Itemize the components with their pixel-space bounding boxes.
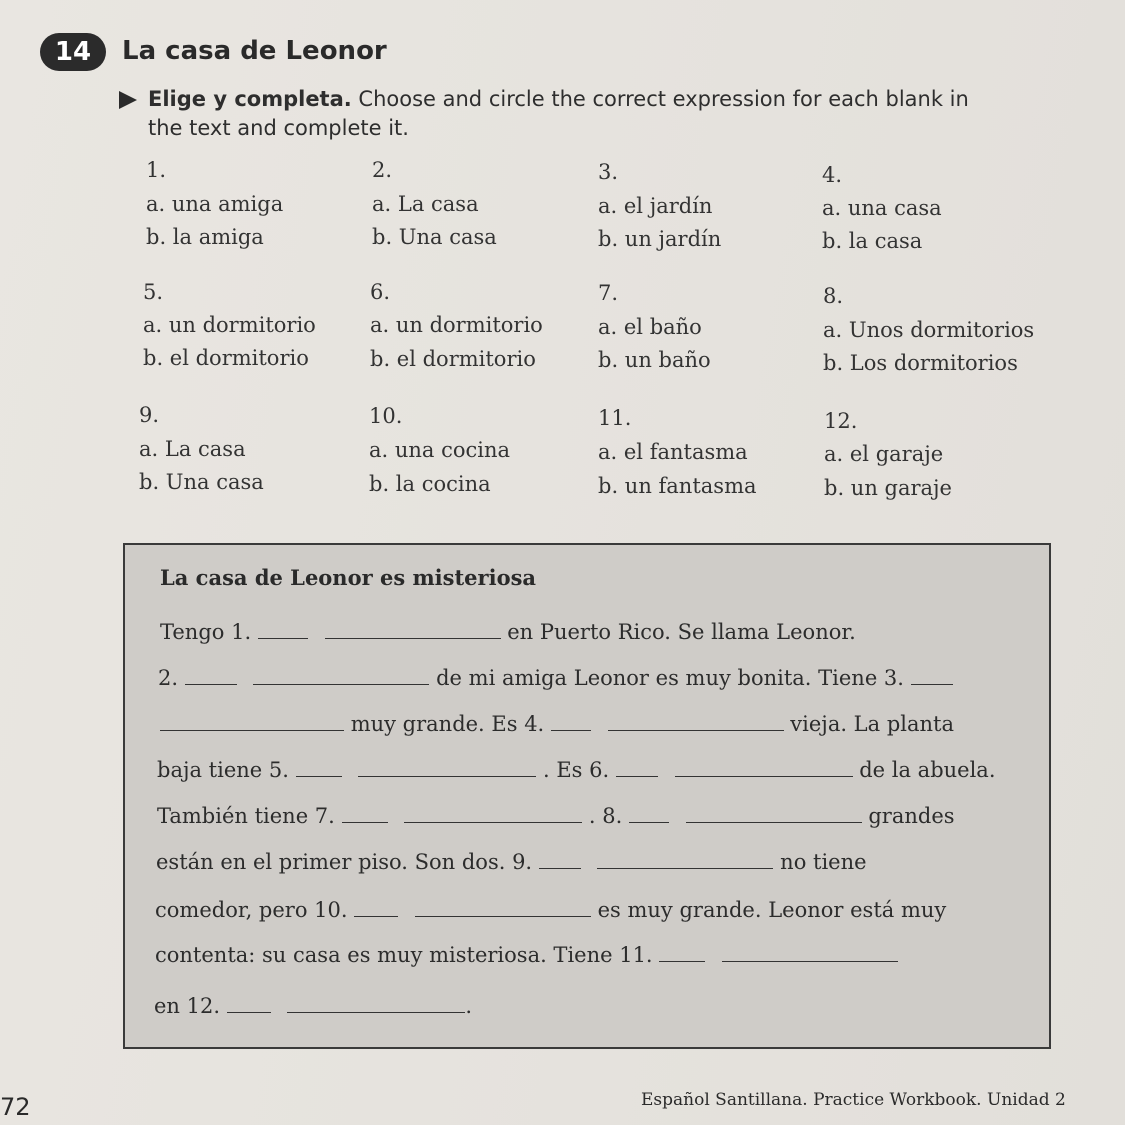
blank-article-6[interactable] <box>616 758 658 777</box>
instruction-bold: Elige y completa. <box>148 87 352 111</box>
option-a[interactable]: a. un dormitorio <box>143 313 316 337</box>
passage-text: comedor, pero 10. <box>155 898 348 922</box>
passage-text: en Puerto Rico. Se llama Leonor. <box>507 620 856 644</box>
option-b[interactable]: b. un garaje <box>824 476 952 500</box>
passage-text: Tengo 1. <box>160 620 252 644</box>
option-b[interactable]: b. el dormitorio <box>143 346 309 370</box>
option-number: 10. <box>369 404 403 428</box>
passage-line <box>160 712 954 736</box>
passage-line <box>156 850 867 874</box>
option-number: 4. <box>822 163 843 187</box>
passage-text: . 8. <box>588 804 623 828</box>
passage-text: muy grande. Es 4. <box>350 712 545 736</box>
blank-word-7[interactable] <box>404 804 582 823</box>
passage-line <box>155 943 898 967</box>
option-a[interactable]: a. el baño <box>598 315 702 339</box>
option-a[interactable]: a. el fantasma <box>598 440 748 464</box>
passage-line <box>157 758 996 782</box>
passage-line <box>154 994 472 1018</box>
blank-article-2[interactable] <box>185 666 237 685</box>
blank-article-7[interactable] <box>342 804 388 823</box>
passage-text: . Es 6. <box>542 758 610 782</box>
passage-text: grandes <box>868 804 955 828</box>
blank-article-12[interactable] <box>227 994 271 1013</box>
blank-word-10[interactable] <box>415 898 591 917</box>
passage-text: de mi amiga Leonor es muy bonita. Tiene 3. <box>436 666 904 690</box>
option-a[interactable]: a. una casa <box>822 196 942 220</box>
passage-text: están en el primer piso. Son dos. 9. <box>156 850 533 874</box>
blank-article-1[interactable] <box>258 620 308 639</box>
blank-article-5[interactable] <box>296 758 342 777</box>
option-b[interactable]: b. Una casa <box>372 225 497 249</box>
passage-box <box>123 543 1051 1049</box>
option-number: 5. <box>143 280 164 304</box>
passage-line <box>157 804 955 828</box>
footer-credit: Español Santillana. Practice Workbook. Unidad 2 <box>641 1090 1066 1110</box>
option-a[interactable]: a. Unos dormitorios <box>823 318 1035 342</box>
option-a[interactable]: a. una cocina <box>369 438 511 462</box>
blank-word-2[interactable] <box>253 666 429 685</box>
option-number: 1. <box>146 158 167 182</box>
option-b[interactable]: b. un fantasma <box>598 474 757 498</box>
passage-text: También tiene 7. <box>157 804 335 828</box>
option-number: 2. <box>372 158 393 182</box>
blank-word-5[interactable] <box>358 758 536 777</box>
option-a[interactable]: a. un dormitorio <box>370 313 543 337</box>
option-a[interactable]: a. La casa <box>372 192 479 216</box>
option-b[interactable]: b. el dormitorio <box>370 347 536 371</box>
passage-text: vieja. La planta <box>790 712 954 736</box>
passage-text: es muy grande. Leonor está muy <box>597 898 947 922</box>
blank-word-4[interactable] <box>608 712 784 731</box>
passage-text: de la abuela. <box>859 758 996 782</box>
blank-word-12[interactable] <box>287 994 465 1013</box>
blank-article-4[interactable] <box>551 712 591 731</box>
option-b[interactable]: b. la casa <box>822 229 923 253</box>
blank-word-11[interactable] <box>722 943 898 962</box>
option-number: 8. <box>823 284 844 308</box>
blank-word-1[interactable] <box>325 620 501 639</box>
blank-article-11[interactable] <box>659 943 705 962</box>
option-number: 3. <box>598 160 619 184</box>
option-b[interactable]: b. un baño <box>598 348 711 372</box>
passage-title: La casa de Leonor es misteriosa <box>160 565 537 590</box>
passage-line <box>160 620 856 644</box>
passage-text: no tiene <box>780 850 867 874</box>
instructions <box>148 85 978 143</box>
option-a[interactable]: a. el garaje <box>824 442 944 466</box>
passage-text: contenta: su casa es muy misteriosa. Tiene 11. <box>155 943 653 967</box>
passage-text: 2. <box>158 666 179 690</box>
blank-word-3[interactable] <box>160 712 344 731</box>
blank-word-9[interactable] <box>597 850 773 869</box>
option-b[interactable]: b. la cocina <box>369 472 491 496</box>
option-number: 7. <box>598 281 619 305</box>
option-number: 6. <box>370 280 391 304</box>
play-arrow-icon <box>119 91 137 109</box>
blank-word-8[interactable] <box>686 804 862 823</box>
blank-word-6[interactable] <box>675 758 853 777</box>
option-a[interactable]: a. el jardín <box>598 194 713 218</box>
exercise-title: La casa de Leonor <box>122 36 387 66</box>
blank-article-3[interactable] <box>911 666 953 685</box>
option-b[interactable]: b. la amiga <box>146 225 264 249</box>
exercise-number-badge: 14 <box>40 33 106 71</box>
option-number: 11. <box>598 406 632 430</box>
option-number: 9. <box>139 403 160 427</box>
passage-text: baja tiene 5. <box>157 758 289 782</box>
blank-article-8[interactable] <box>629 804 669 823</box>
option-a[interactable]: a. La casa <box>139 437 246 461</box>
passage-line <box>155 898 946 922</box>
passage-line <box>158 666 953 690</box>
blank-article-9[interactable] <box>539 850 581 869</box>
page-number: 72 <box>0 1093 31 1121</box>
instruction-text: Choose and circle the correct expression for each blank in the text and complete it. <box>148 87 969 140</box>
blank-article-10[interactable] <box>354 898 398 917</box>
option-b[interactable]: b. Una casa <box>139 470 264 494</box>
passage-text: en 12. <box>154 994 221 1018</box>
option-number: 12. <box>824 409 858 433</box>
passage-text: . <box>465 994 473 1018</box>
option-b[interactable]: b. un jardín <box>598 227 722 251</box>
option-b[interactable]: b. Los dormitorios <box>823 351 1018 375</box>
option-a[interactable]: a. una amiga <box>146 192 284 216</box>
